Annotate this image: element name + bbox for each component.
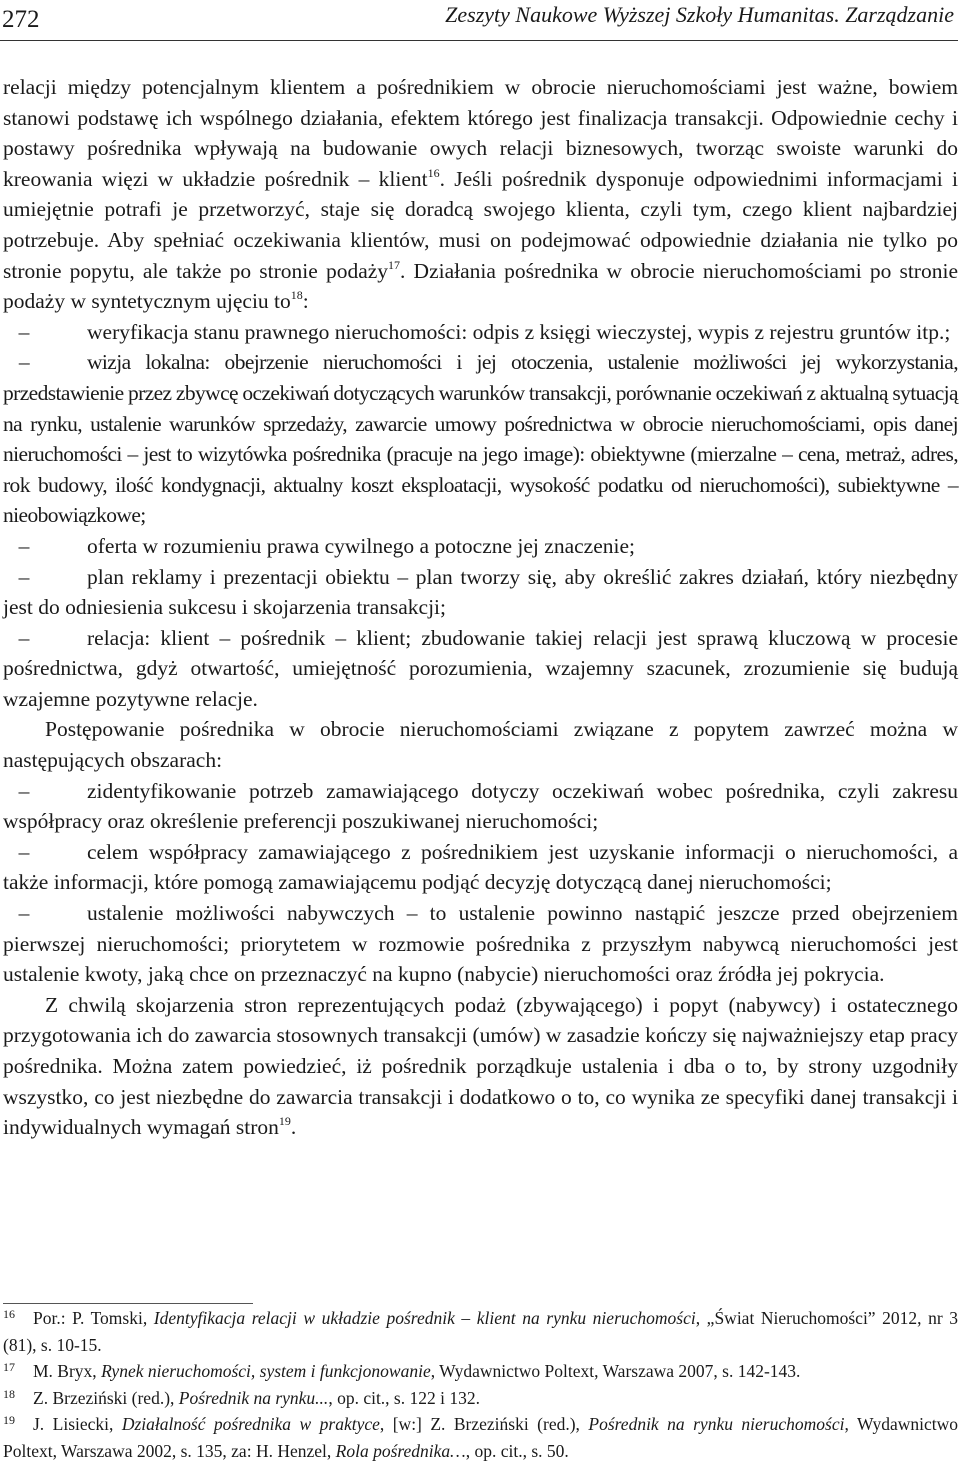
text-run: . Jeśli pośrednik dysponuje odpowiednimi informacjami i umiejętnie potrafi je przetworzyć, staje się doradcą swojego klienta, czyli tym, czego klient najbardziej potrzebuje. Aby spełniać oczekiwania klientów, musi on podejmować odpowiednie działania nie tylko po stronie popytu, ale także po stronie podaży [3,166,958,283]
list-item [3,317,958,348]
list-item-text: wizja lokalna: obejrzenie nieruchomości i jej otoczenia, ustalenie możliwości jej wykorzystania, przedstawienie przez zbywcę oczekiwań dotyczących warunków transakcji, porównanie oczekiwań z aktualną sytuacją na rynku, ustalenie warunków sprzedaży, zawarcie umowy pośrednictwa w obrocie nieruchomościami, opis danej nieruchomości – jest to wizytówka pośrednika (pracuje na jego image): obiektywne (mierzalne – cena, metraż, adres, rok budowy, ilość kondygnacji, aktualny koszt eksploatacji, wysokość podatku od nieruchomości), subiektywne – nieobowiązkowe; [3,350,958,528]
footnote-text: , [w:] Z. Brzeziński (red.), [379,1414,589,1435]
dash-bullet [3,531,87,562]
paragraph: Postępowanie pośrednika w obrocie nieruchomościami związane z popytem zawrzeć można w następujących obszarach: [3,717,958,773]
footnote-title: Rola pośrednika… [335,1440,466,1461]
dash-bullet [3,623,87,654]
list-item-text: relacja: klient – pośrednik – klient; zbudowanie takiej relacji jest sprawą kluczową w procesie pośrednictwa, gdyż otwartość, umiejętność porozumienia, wzajemny szacunek, zrozumienie się budują wzajemne pozytywne relacje. [3,625,958,711]
footnote-title: Rynek nieruchomości, system i funkcjonowanie [101,1361,431,1382]
footnote-text: M. Bryx, [33,1361,102,1382]
list-item-text: zidentyfikowanie potrzeb zamawiającego dotyczy oczekiwań wobec pośrednika, czyli zakresu współpracy oraz określenie preferencji poszukiwanej nieruchomości; [3,778,958,834]
footnote-ref[interactable]: 17 [388,257,401,272]
text-run: : [302,289,309,314]
footnote-title: Pośrednik na rynku... [178,1387,329,1408]
footnote-title: Działalność pośrednika w praktyce [121,1414,380,1435]
footnote-ref[interactable]: 18 [290,288,303,303]
list-item-text: celem współpracy zamawiającego z pośrednikiem jest uzyskanie informacji o nieruchomości, a także informacji, które pomogą zamawiającemu podjąć decyzję dotyczącą danej nieruchomości; [3,839,958,895]
dash-bullet [3,837,87,868]
footnote-text: , „Świat Nieruchomości” 2012, nr 3 (81), s. 10-15. [3,1308,959,1355]
list-item [3,347,958,531]
page-header [0,0,958,41]
paragraph [3,72,958,317]
footnote-text: , op. cit., s. 122 i 132. [328,1387,480,1408]
dash-bullet [3,898,87,929]
dash-bullet [3,562,87,593]
footnotes [3,1305,958,1465]
body-text [3,72,958,1143]
list-item-text: ustalenie możliwości nabywczych – to ustalenie powinno nastąpić jeszcze przed obejrzeniem pierwszej nieruchomości; priorytetem w rozmowie pośrednika z przyszłym nabywcą nieruchomości jest ustalenie kwoty, jaką chce on przeznaczyć na kupno (nabycie) nieruchomości oraz źródła jej pokrycia. [3,901,958,987]
footnote-divider [3,1303,253,1304]
footnote-text: , Wydawnictwo Poltext, Warszawa 2002, s. 135, za: H. Henzel, [3,1414,958,1461]
list-item [3,531,958,562]
footnote-title: Identyfikacja relacji w układzie pośrednik – klient na rynku nieruchomości [153,1308,696,1328]
text-run: Z chwilą skojarzenia stron reprezentujących podaż (zbywającego) i popyt (nabywcy) i ostatecznego przygotowania ich do zawarcia stosownych transakcji (umów) w zasadzie kończy się najważniejszy etap pracy pośrednika. Można zatem powiedzieć, iż pośrednik porządkuje ustalenia i dba o to, by strony uzgodniły wszystko, co jest niezbędne do zawarcia transakcji i dodatkowo o to, co wynika ze specyfiki danej transakcji i indywidualnych wymagań stron [3,992,958,1140]
list-item [3,837,958,898]
list-item [3,623,958,715]
list-item-text: plan reklamy i prezentacji obiektu – plan tworzy się, aby określić zakres działań, który niezbędny jest do odniesienia sukcesu i skojarzenia transakcji; [3,564,958,620]
footnote: 19 J. Lisiecki, Działalność pośrednika w praktyce, [w:] Z. Brzeziński (red.), Pośrednik na rynku nieruchomości, Wydawnictwo Poltext, Warszawa 2002, s. 135, za: H. Henzel, Rola pośrednika…, op. cit., s. 50. [3,1413,958,1461]
list-item [3,562,958,623]
list-item-text: oferta w rozumieniu prawa cywilnego a potoczne jej znaczenie; [87,533,635,558]
footnote-ref[interactable]: 19 [278,1114,291,1129]
dash-bullet [3,776,87,807]
footnote-title: Pośrednik na rynku nieruchomości [588,1414,845,1435]
footnote: 18 Z. Brzeziński (red.), Pośrednik na rynku..., op. cit., s. 122 i 132. [3,1386,480,1408]
list-item [3,776,958,837]
text-run: relacji między potencjalnym klientem a pośrednikiem w obrocie nieruchomościami jest ważne, bowiem stanowi podstawę ich wspólnego działania, efektem którego jest finalizacja transakcji. Odpowiednie cechy i postawy pośrednika wpływają na budowanie owych relacji biznesowych, tworząc swoiste warunki do kreowania więzi w układzie pośrednik – klient [3,75,958,191]
text-run: . [290,1115,297,1140]
footnote-text: , Wydawnictwo Poltext, Warszawa 2007, s. 142-143. [430,1361,801,1382]
dash-bullet [3,317,87,348]
list-item-text: weryfikacja stanu prawnego nieruchomości: odpis z księgi wieczystej, wypis z rejestru gruntów itp.; [87,319,951,344]
page-number: 272 [2,6,40,33]
footnote: 17 M. Bryx, Rynek nieruchomości, system i funkcjonowanie, Wydawnictwo Poltext, Warszawa 2007, s. 142-143. [3,1360,801,1382]
paragraph [3,990,958,1143]
footnote-ref[interactable]: 16 [427,165,440,180]
running-head: Zeszyty Naukowe Wyższej Szkoły Humanitas. Zarządzanie [445,2,954,27]
footnote-text: J. Lisiecki, [33,1414,122,1435]
dash-bullet [3,347,87,378]
list-item [3,898,958,990]
footnote-text: Por.: P. Tomski, [33,1308,154,1328]
text-run: . Działania pośrednika w obrocie nieruchomościami po stronie podaży w syntetycznym ujęciu to [3,258,958,314]
footnote-text: , op. cit., s. 50. [465,1440,569,1461]
footnote-text: Z. Brzeziński (red.), [33,1387,179,1408]
footnote: 16 Por.: P. Tomski, Identyfikacja relacji w układzie pośrednik – klient na rynku nieruchomości, „Świat Nieruchomości” 2012, nr 3 (81), s. 10-15. [3,1307,959,1355]
